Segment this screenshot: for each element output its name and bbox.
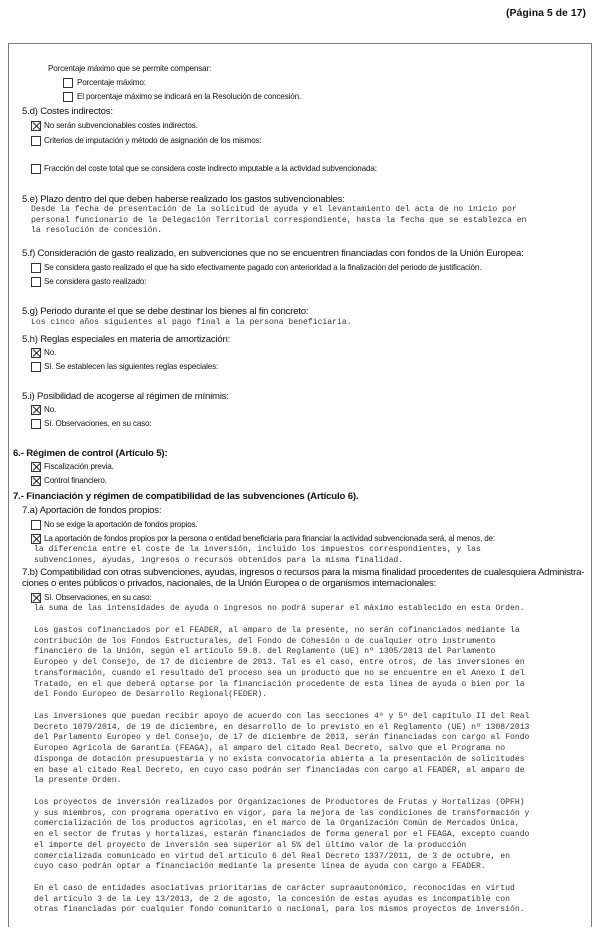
section-5g-title: 5.g) Periodo durante el que se debe destinar los bienes al fin concreto: [22,306,309,317]
paragraph-2-line-3: del Parlamento Europeo y del Consejo, de 17 de diciembre de 2013, serán financiadas con cargo al Fondo [34,733,530,743]
section-5g-line-1: Los cinco años siguientes al pago final a la persona beneficiaria. [31,318,352,327]
paragraph-3-line-4: en el sector de frutas y hortalizas, estarán financiados de forma general por el FEAGA, excepto cuando [34,830,530,840]
checkbox-minimis-no[interactable] [31,405,41,415]
checkbox-financial-control[interactable] [31,476,41,486]
option-minimis-yes-label: Sí. Observaciones, en su caso: [44,419,152,428]
paragraph-4-line-1: En el caso de entidades asociativas prioritarias de carácter supraautonómico, reconocidas en virtud [34,884,515,893]
compensation-label: Porcentaje máximo que se permite compensar: [48,64,212,73]
option-no-indirect-costs-label: No serán subvencionables costes indirectos. [44,121,198,130]
option-paid-before-justification-label: Se considera gasto realizado el que ha sido efectivamente pagado con anterioridad a la finalización del periodo de justificación. [44,263,482,272]
paragraph-2-line-1: Las inversiones que puedan recibir apoyo de acuerdo con las secciones 4ª y 5ª del capítulo II del Real [34,712,530,721]
paragraph-1-line-5: transformación, cuando el resultado del proceso sea un producto que no se encuentre en el Anexo I del [34,668,525,678]
checkbox-prior-audit[interactable] [31,462,41,472]
section-7b-line: la suma de las intensidades de ayuda o ingresos no podrá superar el máximo establecido en esta Orden. [34,604,525,613]
option-amortization-yes-label: Sí. Se establecen las siguientes reglas especiales: [44,362,219,371]
paragraph-2-line-7: la presente Orden. [34,776,122,786]
checkbox-no-own-funds[interactable] [31,520,41,530]
checkbox-expense-considered[interactable] [31,277,41,287]
option-own-funds-required-label: La aportación de fondos propios por la persona o entidad beneficiaria para financiar la actividad subvencionada será, al menos, de: [44,534,495,543]
paragraph-4-line-2: del artículo 3 de la Ley 13/2013, de 2 de agosto, la concesión de estas ayudas es incompatible con [34,894,510,904]
option-imputation-criteria-label: Criterios de imputación y método de asignación de los mismos: [44,136,262,145]
option-expense-considered-label: Se considera gasto realizado: [44,277,147,286]
paragraph-3-line-5: el importe del proyecto de inversión sea superior al 5% del último valor de la producción [34,840,467,850]
paragraph-3-line-7: cuyo caso podrán optar a financiación mediante la presente línea de ayuda con cargo a FEADER. [34,862,486,872]
option-minimis-no-label: No. [44,405,57,414]
paragraph-1-line-4: Europeo y del Consejo, de 17 de diciembre de 2013. Tal es el caso, entre otros, de las inversiones en [34,658,525,668]
paragraph-4-line-3: otras financiadas por cualquier fondo comunitario o nacional, para los mismos proyectos de inversión. [34,905,525,915]
section-7a-title: 7.a) Aportación de fondos propios: [22,505,162,516]
paragraph-1-line-7: del Fondo Europeo de Desarrollo Regional(FEDER). [34,690,268,700]
checkbox-amortization-no[interactable] [31,348,41,358]
checkbox-own-funds-required[interactable] [31,534,41,544]
option-no-own-funds-label: No se exige la aportación de fondos propios. [44,520,198,529]
paragraph-2-line-5: disponga de dotación presupuestaria y no exista convocatoria abierta a la presentación de solicitudes [34,754,525,764]
section-5e-line-3: la resolución de concesión. [31,226,163,236]
section-7a-line-2: subvenciones, ayudas, ingresos o recursos obtenidos para la misma finalidad. [34,555,404,565]
section-5h-title: 5.h) Reglas especiales en materia de amortización: [22,334,231,345]
paragraph-3-line-6: comercializada comunicado en virtud del artículo 6 del Real Decreto 1337/2011, de 3 de octubre, en [34,851,510,861]
paragraph-1-line-6: Tratado, en el que deberá optarse por la financiación procedente de esta línea de ayuda o bien por la [34,679,525,689]
option-percentage-in-resolution-label: El porcentaje máximo se indicará en la Resolución de concesión. [77,92,302,101]
paragraph-3-line-1: Los proyectos de inversión realizados por Organizaciones de Productores de Frutas y Hortalizas (OPFH) [34,798,525,807]
section-5d-title: 5.d) Costes indirectos: [22,106,113,117]
checkbox-paid-before-justification[interactable] [31,263,41,273]
paragraph-2-line-4: Europeo Agrícola de Garantía (FEAGA), al amparo del citado Real Decreto, salvo que el Programa no [34,744,506,754]
option-max-percentage-label: Porcentaje máximo: [77,78,146,87]
section-5e-line-1: Desde la fecha de presentación de la solicitud de ayuda y el levantamiento del acta de no inicio por [31,205,517,214]
option-indirect-fraction-label: Fracción del coste total que se considera coste indirecto imputable a la actividad subvencionada: [44,164,377,173]
checkbox-max-percentage[interactable] [63,78,73,88]
paragraph-1-line-3: financiero de la Unión, según el artículo 59.8. del Reglamento (UE) nº 1305/2013 del Parlamento [34,647,496,657]
page-number: (Página 5 de 17) [506,7,586,19]
section-5e-title: 5.e) Plazo dentro del que deben haberse realizado los gastos subvencionables: [22,194,345,205]
section-7a-line-1: la diferencia entre el coste de la inversión, incluido los impuestos correspondientes, y las [34,545,481,554]
option-compatibility-yes-label: Sí. Observaciones, en su caso: [44,593,152,602]
option-prior-audit-label: Fiscalización previa. [44,462,114,471]
paragraph-3-line-3: comercialización de los productos agrícolas, en el marco de la Organización Común de Mercados Única, [34,819,520,829]
checkbox-minimis-yes[interactable] [31,419,41,429]
section-6-title: 6.- Régimen de control (Artículo 5): [13,448,168,459]
paragraph-3-line-2: y sus miembros, con programa operativo en vigor, para la mejora de las condiciones de transformación y [34,808,530,818]
paragraph-1-line-2: contribución de los Fondos Estructurales, del Fondo de Cohesión o de cualquier otro instrumento [34,636,496,646]
section-5f-title: 5.f) Consideración de gasto realizado, en subvenciones que no se encuentren financiadas con fondos de la Unión Europea: [22,248,524,259]
checkbox-indirect-fraction[interactable] [31,164,41,174]
paragraph-2-line-2: Decreto 1079/2014, de 19 de diciembre, en desarrollo de lo previsto en el Reglamento (UE) nº 1308/2013 [34,722,530,732]
section-7-title: 7.- Financiación y régimen de compatibilidad de las subvenciones (Artículo 6). [13,491,359,502]
option-amortization-no-label: No. [44,348,57,357]
checkbox-compatibility-yes[interactable] [31,593,41,603]
section-5i-title: 5.i) Posibilidad de acogerse al régimen de mínimis: [22,391,229,402]
section-7b-title-line-2: ciones o entes públicos o privados, nacionales, de la Unión Europea o de organismos internacionales: [22,578,437,589]
option-financial-control-label: Control financiero. [44,476,107,485]
section-5e-line-2: personal funcionario de la Delegación Territorial correspondiente, hasta la fecha que se establezca en [31,215,527,225]
checkbox-imputation-criteria[interactable] [31,136,41,146]
section-7b-title-line-1: 7.b) Compatibilidad con otras subvenciones, ayudas, ingresos o recursos para la misma finalidad procedentes de cualesquiera Administra- [22,567,585,578]
checkbox-percentage-in-resolution[interactable] [63,92,73,102]
checkbox-no-indirect-costs[interactable] [31,121,41,131]
paragraph-1-line-1: Los gastos cofinanciados por el FEADER, al amparo de la presente, no serán cofinanciados mediante la [34,626,520,635]
paragraph-2-line-6: en base al citado Real Decreto, en cuyo caso podrán ser financiadas con cargo al FEADER, al amparo de [34,765,525,775]
checkbox-amortization-yes[interactable] [31,362,41,372]
